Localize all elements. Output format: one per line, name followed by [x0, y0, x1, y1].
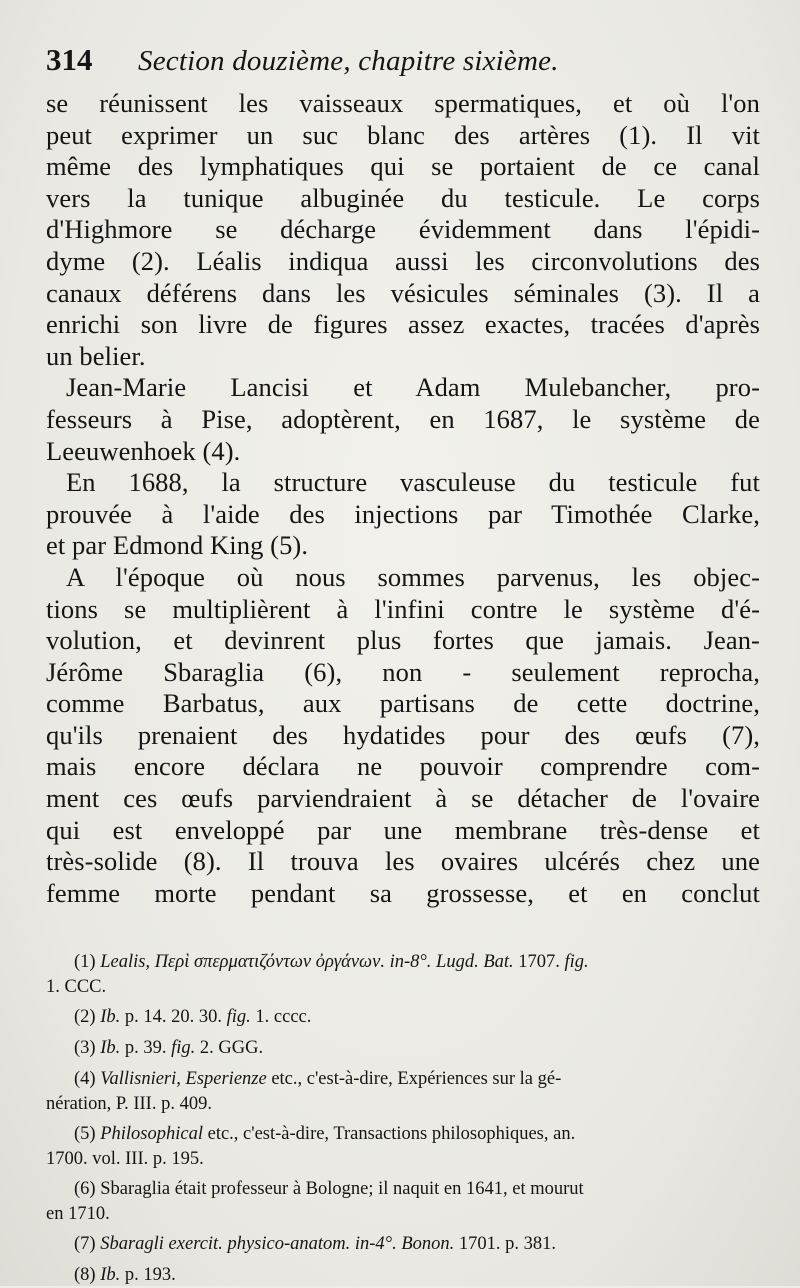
footnote-8: (8) Ib. p. 193. — [74, 1265, 176, 1285]
text-line: A l'époque où nous sommes parvenus, les objec- — [66, 561, 760, 592]
text-line: fesseurs à Pise, adoptèrent, en 1687, le système de — [46, 403, 760, 434]
footnote-6-continued: en 1710. — [46, 1204, 110, 1224]
footnote-6: (6) Sbaraglia était professeur à Bologne; il naquit en 1641, et mourut — [74, 1179, 584, 1199]
footnote-2: (2) Ib. p. 14. 20. 30. fig. 1. cccc. — [74, 1007, 312, 1027]
page-header — [46, 42, 760, 88]
text-line: tions se multiplièrent à l'infini contre le système d'é- — [46, 593, 760, 624]
text-line: canaux déférens dans les vésicules séminales (3). Il a — [46, 277, 760, 308]
text-line: qui est enveloppé par une membrane très-dense et — [46, 814, 760, 845]
text-line: d'Highmore se décharge évidemment dans l'épidi- — [46, 214, 760, 245]
text-line: Jean-Marie Lancisi et Adam Mulebancher, pro- — [66, 372, 760, 403]
footnote-1: (1) Lealis, Περὶ σπερματιζόντων ὀργάνων. in-8°. Lugd. Bat. 1707. fig. — [74, 952, 589, 972]
footnote-5: (5) Philosophical etc., c'est-à-dire, Transactions philosophiques, an. — [74, 1124, 576, 1144]
text-line: même des lymphatiques qui se portaient de ce canal — [46, 151, 760, 182]
text-line: très-solide (8). Il trouva les ovaires ulcérés chez une — [46, 846, 760, 877]
text-line: volution, et devinrent plus fortes que jamais. Jean- — [46, 625, 760, 656]
text-line: femme morte pendant sa grossesse, et en conclut — [46, 877, 760, 908]
text-line: dyme (2). Léalis indiqua aussi les circonvolutions des — [46, 245, 760, 276]
text-line: qu'ils prenaient des hydatides pour des œufs (7), — [46, 719, 760, 750]
running-title: Section douzième, chapitre sixième. — [138, 45, 559, 77]
footnote-4-continued: nération, P. III. p. 409. — [46, 1094, 212, 1114]
text-line: Leeuwenhoek (4). — [46, 435, 241, 466]
text-line: peut exprimer un suc blanc des artères (1). Il vit — [46, 119, 760, 150]
footnote-3: (3) Ib. p. 39. fig. 2. GGG. — [74, 1038, 264, 1058]
text-line: se réunissent les vaisseaux spermatiques, et où l'on — [46, 88, 760, 118]
text-line: prouvée à l'aide des injections par Timothée Clarke, — [46, 498, 760, 529]
text-line: vers la tunique albuginée du testicule. Le corps — [46, 182, 760, 213]
footnote-1-continued: 1. CCC. — [46, 977, 107, 997]
text-line: comme Barbatus, aux partisans de cette doctrine, — [46, 688, 760, 719]
text-line: enrichi son livre de figures assez exactes, tracées d'après — [46, 309, 760, 340]
text-line: ment ces œufs parviendraient à se détacher de l'ovaire — [46, 783, 760, 814]
text-line: En 1688, la structure vasculeuse du testicule fut — [66, 467, 760, 498]
text-line: un belier. — [46, 340, 146, 371]
text-line: et par Edmond King (5). — [46, 530, 309, 561]
body-text — [46, 88, 760, 909]
footnote-7: (7) Sbaragli exercit. physico-anatom. in-4°. Bonon. 1701. p. 381. — [74, 1234, 556, 1254]
text-line: Jérôme Sbaraglia (6), non - seulement reprocha, — [46, 656, 760, 687]
page-number: 314 — [46, 42, 93, 77]
footnotes — [46, 950, 760, 1288]
text-line: mais encore déclara ne pouvoir comprendre com- — [46, 751, 760, 782]
footnote-5-continued: 1700. vol. III. p. 195. — [46, 1149, 204, 1169]
footnote-4: (4) Vallisnieri, Esperienze etc., c'est-à-dire, Expériences sur la gé- — [74, 1069, 562, 1089]
